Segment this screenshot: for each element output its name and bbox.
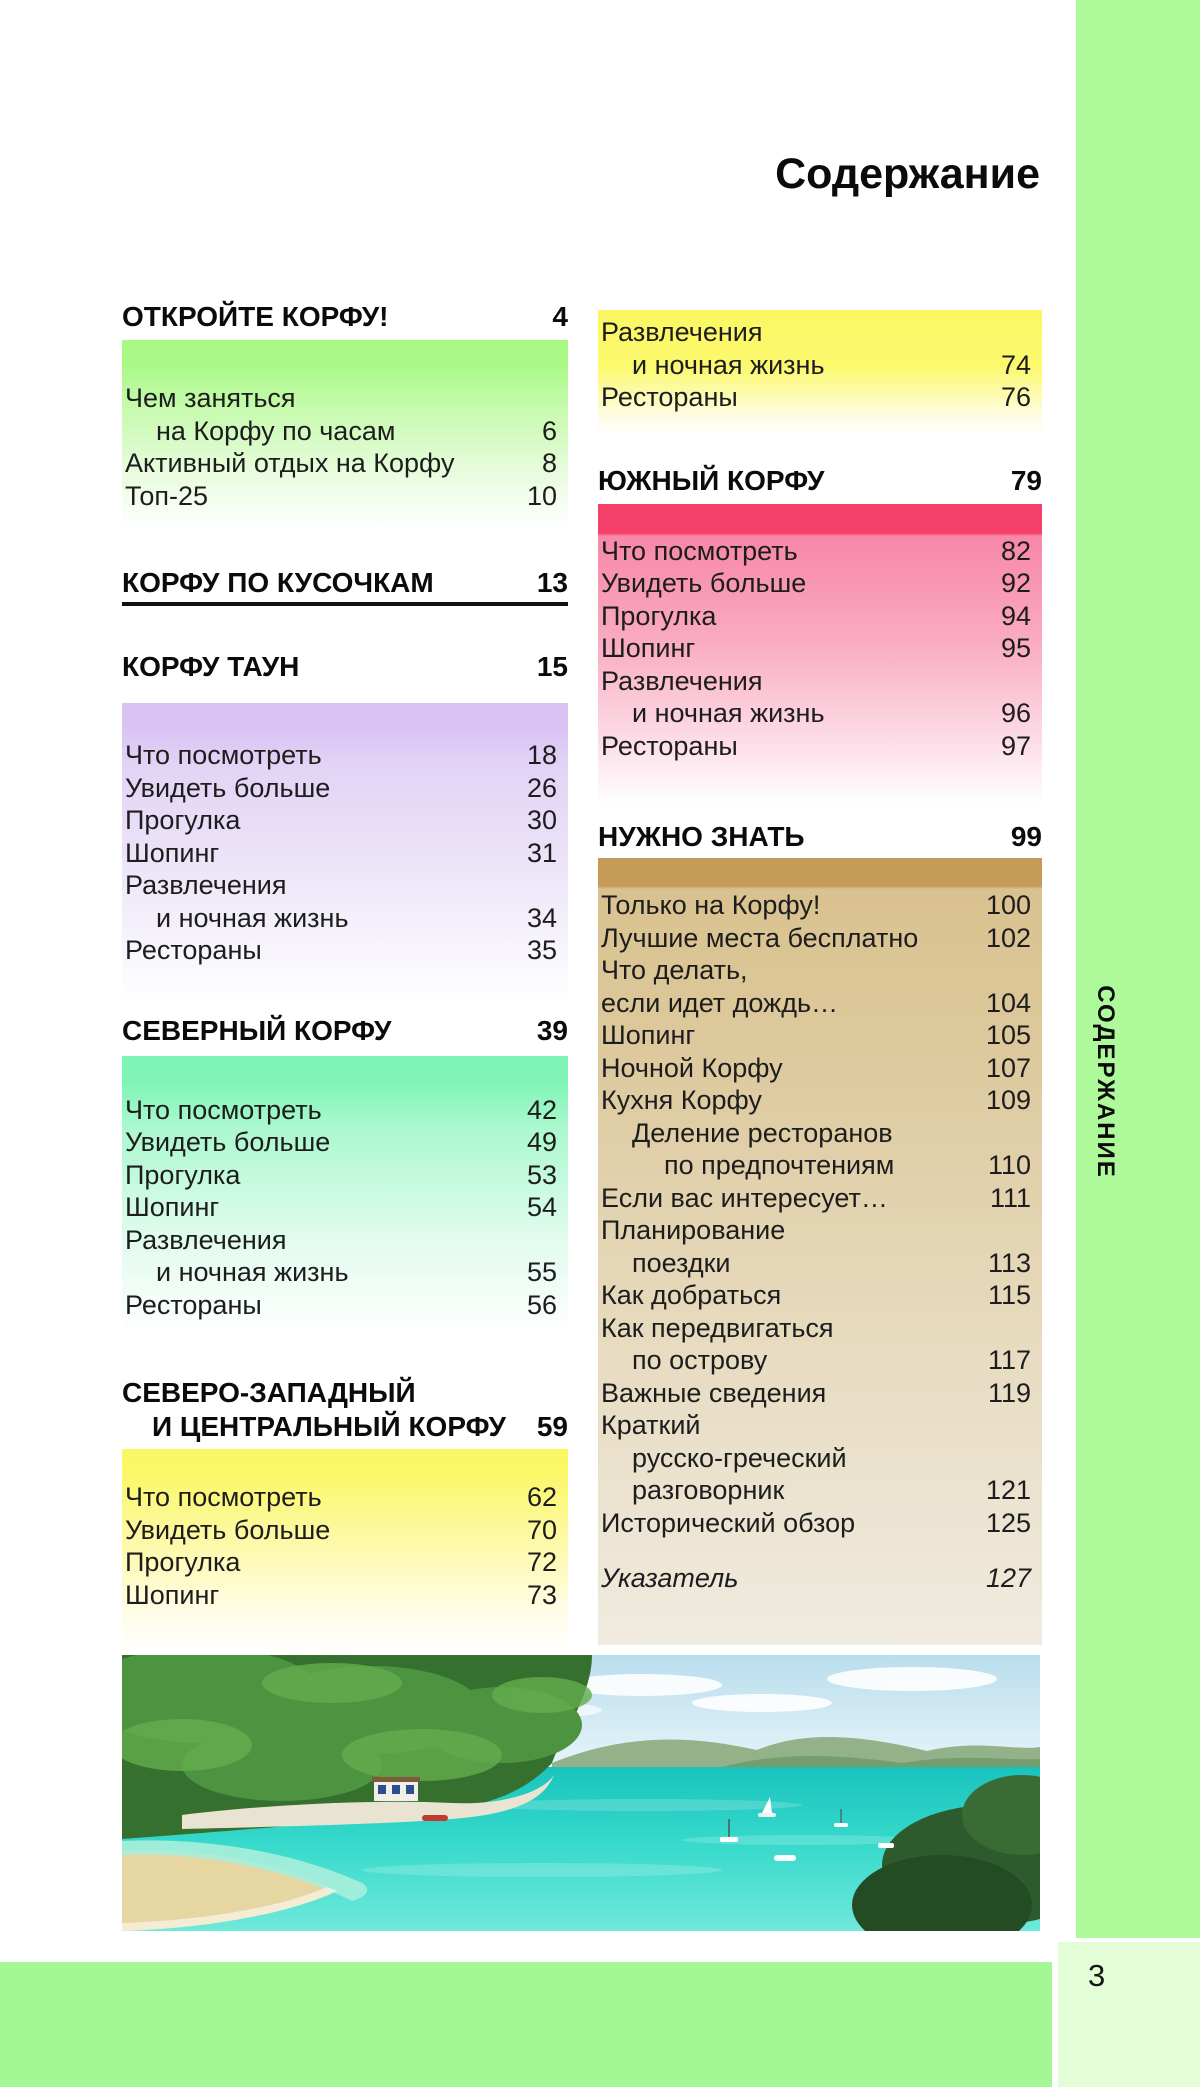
toc-item-label: Увидеть больше: [125, 1127, 331, 1157]
toc-item-label: на Корфу по часам: [156, 415, 396, 446]
section-heading: [122, 650, 568, 684]
toc-item-label: Что посмотреть: [601, 535, 798, 566]
toc-item: [125, 1256, 557, 1289]
section-heading: [122, 566, 568, 600]
toc-item-page: 113: [987, 1247, 1031, 1278]
toc-item-label: Исторический обзор: [601, 1507, 856, 1538]
section-need-to-know: [598, 820, 1042, 1645]
toc-item: [125, 1159, 557, 1192]
toc-item-label: и ночная жизнь: [156, 902, 349, 933]
page-number-box: [1058, 1942, 1200, 2087]
toc-item-page: 49: [526, 1127, 557, 1157]
toc-item-label: и ночная жизнь: [632, 349, 825, 380]
toc-item-page: 94: [1000, 600, 1031, 631]
toc-item-page: 70: [526, 1514, 557, 1545]
toc-item-label: разговорник: [632, 1475, 785, 1505]
toc-item: [601, 1214, 1031, 1247]
heading-underline: [122, 602, 568, 606]
section-heading-label: КОРФУ ПО КУСОЧКАМ: [122, 567, 434, 598]
toc-item: [125, 739, 557, 772]
toc-item-page: 127: [985, 1563, 1031, 1593]
toc-item-label: по предпочтениям: [664, 1150, 895, 1180]
toc-item: [601, 1377, 1031, 1410]
right-green-strip: [1076, 0, 1200, 1938]
toc-item-page: 121: [985, 1475, 1031, 1505]
toc-item: [601, 889, 1031, 922]
toc-item-page: 8: [541, 448, 557, 478]
toc-item-label: Развлечения: [601, 665, 763, 696]
section-heading-label: СЕВЕРО-ЗАПАДНЫЙ: [122, 1377, 416, 1408]
toc-item: [601, 922, 1031, 955]
section-heading-line: [122, 566, 568, 600]
section-heading-page: 39: [536, 1014, 568, 1046]
toc-item-page: 92: [1000, 568, 1031, 598]
toc-item-label: Рестораны: [125, 1289, 262, 1320]
toc-item: [601, 1562, 1031, 1595]
section-heading: [122, 1376, 568, 1444]
toc-item-label: Что делать,: [601, 955, 748, 985]
toc-item: [125, 1579, 557, 1612]
section-heading-label: ОТКРОЙТЕ КОРФУ!: [122, 301, 389, 332]
toc-item-page: 10: [526, 480, 557, 511]
toc-item-label: Лучшие места бесплатно: [601, 922, 919, 953]
toc-item: [601, 1409, 1031, 1442]
toc-item-label: Как добраться: [601, 1280, 782, 1310]
toc-item-page: 56: [526, 1289, 557, 1320]
section-northwest-central-corfu: [122, 1376, 568, 1656]
toc-item: [601, 1442, 1031, 1475]
toc-item-label: Прогулка: [125, 1547, 241, 1577]
section-heading-label: НУЖНО ЗНАТЬ: [598, 821, 805, 852]
toc-item-label: поездки: [632, 1247, 731, 1278]
toc-item: [125, 415, 557, 448]
toc-item: [125, 480, 557, 513]
toc-item-label: русско-греческий: [632, 1442, 847, 1473]
toc-left-column: [122, 300, 568, 1656]
toc-item: [125, 1289, 557, 1322]
section-heading-line: [122, 1376, 568, 1410]
toc-item: [601, 381, 1031, 414]
page-title: Содержание: [775, 150, 1040, 198]
toc-item: [601, 1507, 1031, 1540]
toc-item: [601, 954, 1031, 987]
page-number: 3: [1088, 1958, 1106, 1993]
toc-item: [601, 987, 1031, 1020]
toc-item-page: 74: [1000, 349, 1031, 380]
toc-item-label: Если вас интересует…: [601, 1182, 888, 1213]
toc-item-label: Деление ресторанов: [632, 1117, 893, 1148]
toc-item: [125, 1224, 557, 1257]
section-heading: [122, 1014, 568, 1048]
section-heading-label: КОРФУ ТАУН: [122, 651, 300, 682]
toc-item-page: 95: [1000, 633, 1031, 663]
toc-item-label: Кухня Корфу: [601, 1085, 762, 1115]
toc-item-label: Прогулка: [125, 805, 241, 835]
bottom-green-band: [0, 1962, 1052, 2087]
toc-item-label: Что посмотреть: [125, 740, 322, 770]
toc-item-page: 96: [1000, 698, 1031, 728]
toc-item: [125, 1481, 557, 1514]
toc-item-page: 111: [989, 1182, 1031, 1213]
section-block-mint: [122, 1056, 568, 1337]
toc-item: [125, 447, 557, 480]
toc-item-label: Рестораны: [125, 935, 262, 965]
toc-item-page: 125: [985, 1507, 1031, 1538]
toc-item-label: Активный отдых на Корфу: [125, 448, 455, 478]
section-block-lavender: [122, 703, 568, 1004]
toc-item-page: 18: [526, 740, 557, 770]
toc-item-label: Шопинг: [125, 837, 220, 868]
toc-item-label: Увидеть больше: [125, 772, 331, 803]
toc-item: [601, 1149, 1031, 1182]
toc-item: [125, 382, 557, 415]
toc-item: [601, 665, 1031, 698]
toc-item: [601, 1474, 1031, 1507]
toc-item-page: 72: [526, 1547, 557, 1577]
toc-item-page: 104: [985, 987, 1031, 1018]
section-heading: [598, 464, 1042, 498]
section-block-tan: [598, 858, 1042, 1645]
section-heading-page: 79: [1010, 464, 1042, 496]
toc-item-label: Что посмотреть: [125, 1094, 322, 1125]
section-heading-page: 59: [536, 1411, 568, 1442]
toc-item: [125, 902, 557, 935]
toc-item: [601, 349, 1031, 382]
section-heading-page: 13: [536, 567, 568, 598]
toc-item-page: 109: [985, 1085, 1031, 1115]
section-corfu-piece-by-piece: [122, 566, 568, 606]
section-heading-line: [598, 464, 1042, 498]
toc-item-label: Планирование: [601, 1215, 786, 1245]
toc-right-column: [598, 310, 1042, 1645]
section-heading-page: 15: [536, 651, 568, 682]
toc-item-page: 105: [985, 1020, 1031, 1050]
section-discover-corfu: [122, 300, 568, 528]
section-corfu-town: [122, 650, 568, 1004]
toc-item-page: 115: [987, 1280, 1031, 1310]
toc-item-label: Указатель: [601, 1563, 739, 1593]
section-heading-line: [122, 1410, 568, 1444]
toc-item-page: 82: [1000, 535, 1031, 566]
sidebar-vertical-label: СОДЕРЖАНИЕ: [1092, 985, 1119, 1179]
toc-item-label: Шопинг: [125, 1192, 220, 1222]
section-heading-label: И ЦЕНТРАЛЬНЫЙ КОРФУ: [152, 1411, 506, 1442]
toc-item-page: 73: [526, 1579, 557, 1610]
section-block-green: [122, 340, 568, 528]
toc-item: [601, 1312, 1031, 1345]
toc-item-page: 34: [526, 902, 557, 933]
toc-item: [601, 1247, 1031, 1280]
toc-item-page: 31: [526, 837, 557, 868]
toc-item-label: и ночная жизнь: [632, 698, 825, 728]
toc-item: [601, 600, 1031, 633]
section-heading: [122, 300, 568, 334]
section-south-corfu: [598, 464, 1042, 811]
toc-item-label: Рестораны: [601, 730, 738, 761]
toc-item-label: Рестораны: [601, 382, 738, 412]
toc-item-label: Что посмотреть: [125, 1482, 322, 1512]
toc-item-label: Увидеть больше: [125, 1514, 331, 1545]
section-block-yellow: [122, 1449, 568, 1656]
toc-item-page: 42: [526, 1094, 557, 1125]
toc-item: [601, 632, 1031, 665]
toc-item-page: 62: [526, 1482, 557, 1512]
toc-item-label: если идет дождь…: [601, 987, 839, 1018]
toc-item: [601, 1117, 1031, 1150]
toc-item: [125, 1094, 557, 1127]
toc-item: [601, 1279, 1031, 1312]
toc-item: [125, 1126, 557, 1159]
toc-item-page: 53: [526, 1159, 557, 1190]
section-heading-label: ЮЖНЫЙ КОРФУ: [598, 464, 825, 496]
toc-item-label: Чем заняться: [125, 383, 296, 413]
section-heading-line: [122, 300, 568, 334]
corfu-bay-photo: [122, 1655, 1040, 1931]
toc-item: [601, 1182, 1031, 1215]
toc-item-page: 117: [987, 1345, 1031, 1375]
toc-item: [601, 316, 1031, 349]
section-heading-page: 4: [552, 301, 568, 332]
toc-item: [125, 804, 557, 837]
toc-item-label: Увидеть больше: [601, 568, 807, 598]
section-heading-label: СЕВЕРНЫЙ КОРФУ: [122, 1014, 392, 1046]
toc-item-label: Как передвигаться: [601, 1312, 834, 1343]
toc-item-label: Развлечения: [125, 1224, 287, 1255]
toc-item: [125, 1514, 557, 1547]
toc-item: [601, 1084, 1031, 1117]
section-heading-line: [122, 1014, 568, 1048]
toc-item: [601, 1052, 1031, 1085]
toc-item: [601, 535, 1031, 568]
toc-item-label: по острову: [632, 1345, 768, 1375]
toc-item-label: Краткий: [601, 1410, 701, 1440]
toc-item-label: Шопинг: [601, 1020, 696, 1050]
toc-item-label: Ночной Корфу: [601, 1052, 783, 1083]
toc-item-page: 30: [526, 805, 557, 835]
toc-item: [601, 697, 1031, 730]
toc-item: [125, 772, 557, 805]
toc-item-label: Прогулка: [125, 1159, 241, 1190]
toc-item-page: 107: [985, 1052, 1031, 1083]
section-north-corfu: [122, 1014, 568, 1337]
toc-item: [601, 730, 1031, 763]
toc-item: [125, 869, 557, 902]
toc-item-page: 26: [526, 772, 557, 803]
toc-item-page: 76: [1000, 382, 1031, 412]
toc-item-page: 100: [985, 890, 1031, 920]
toc-item-label: и ночная жизнь: [156, 1257, 349, 1287]
toc-item-label: Прогулка: [601, 600, 717, 631]
toc-item-label: Топ-25: [125, 480, 209, 511]
toc-item: [601, 1344, 1031, 1377]
toc-item-label: Важные сведения: [601, 1377, 827, 1408]
toc-item: [125, 837, 557, 870]
section-block-yellow2: [598, 310, 1042, 436]
toc-item-label: Только на Корфу!: [601, 890, 821, 920]
section-northwest-central-corfu-continued: [598, 310, 1042, 436]
toc-item: [601, 567, 1031, 600]
toc-item-page: 6: [541, 415, 557, 446]
toc-item: [601, 1019, 1031, 1052]
toc-item-label: Развлечения: [125, 870, 287, 900]
toc-item-label: Шопинг: [601, 633, 696, 663]
toc-item-page: 102: [985, 922, 1031, 953]
toc-item: [125, 934, 557, 967]
toc-item: [125, 1546, 557, 1579]
section-heading-line: [598, 820, 1042, 854]
toc-item-label: Шопинг: [125, 1579, 220, 1610]
toc-item-label: Развлечения: [601, 317, 763, 347]
section-heading: [598, 820, 1042, 854]
toc-item-page: 119: [987, 1377, 1031, 1408]
toc-item-page: 54: [526, 1192, 557, 1222]
toc-item-page: 55: [526, 1257, 557, 1287]
toc-item: [125, 1191, 557, 1224]
toc-item-page: 97: [1000, 730, 1031, 761]
toc-item-page: 35: [526, 935, 557, 965]
section-heading-line: [122, 650, 568, 684]
section-heading-page: 99: [1010, 821, 1042, 852]
toc-item-page: 110: [987, 1150, 1031, 1180]
section-block-pink: [598, 504, 1042, 811]
